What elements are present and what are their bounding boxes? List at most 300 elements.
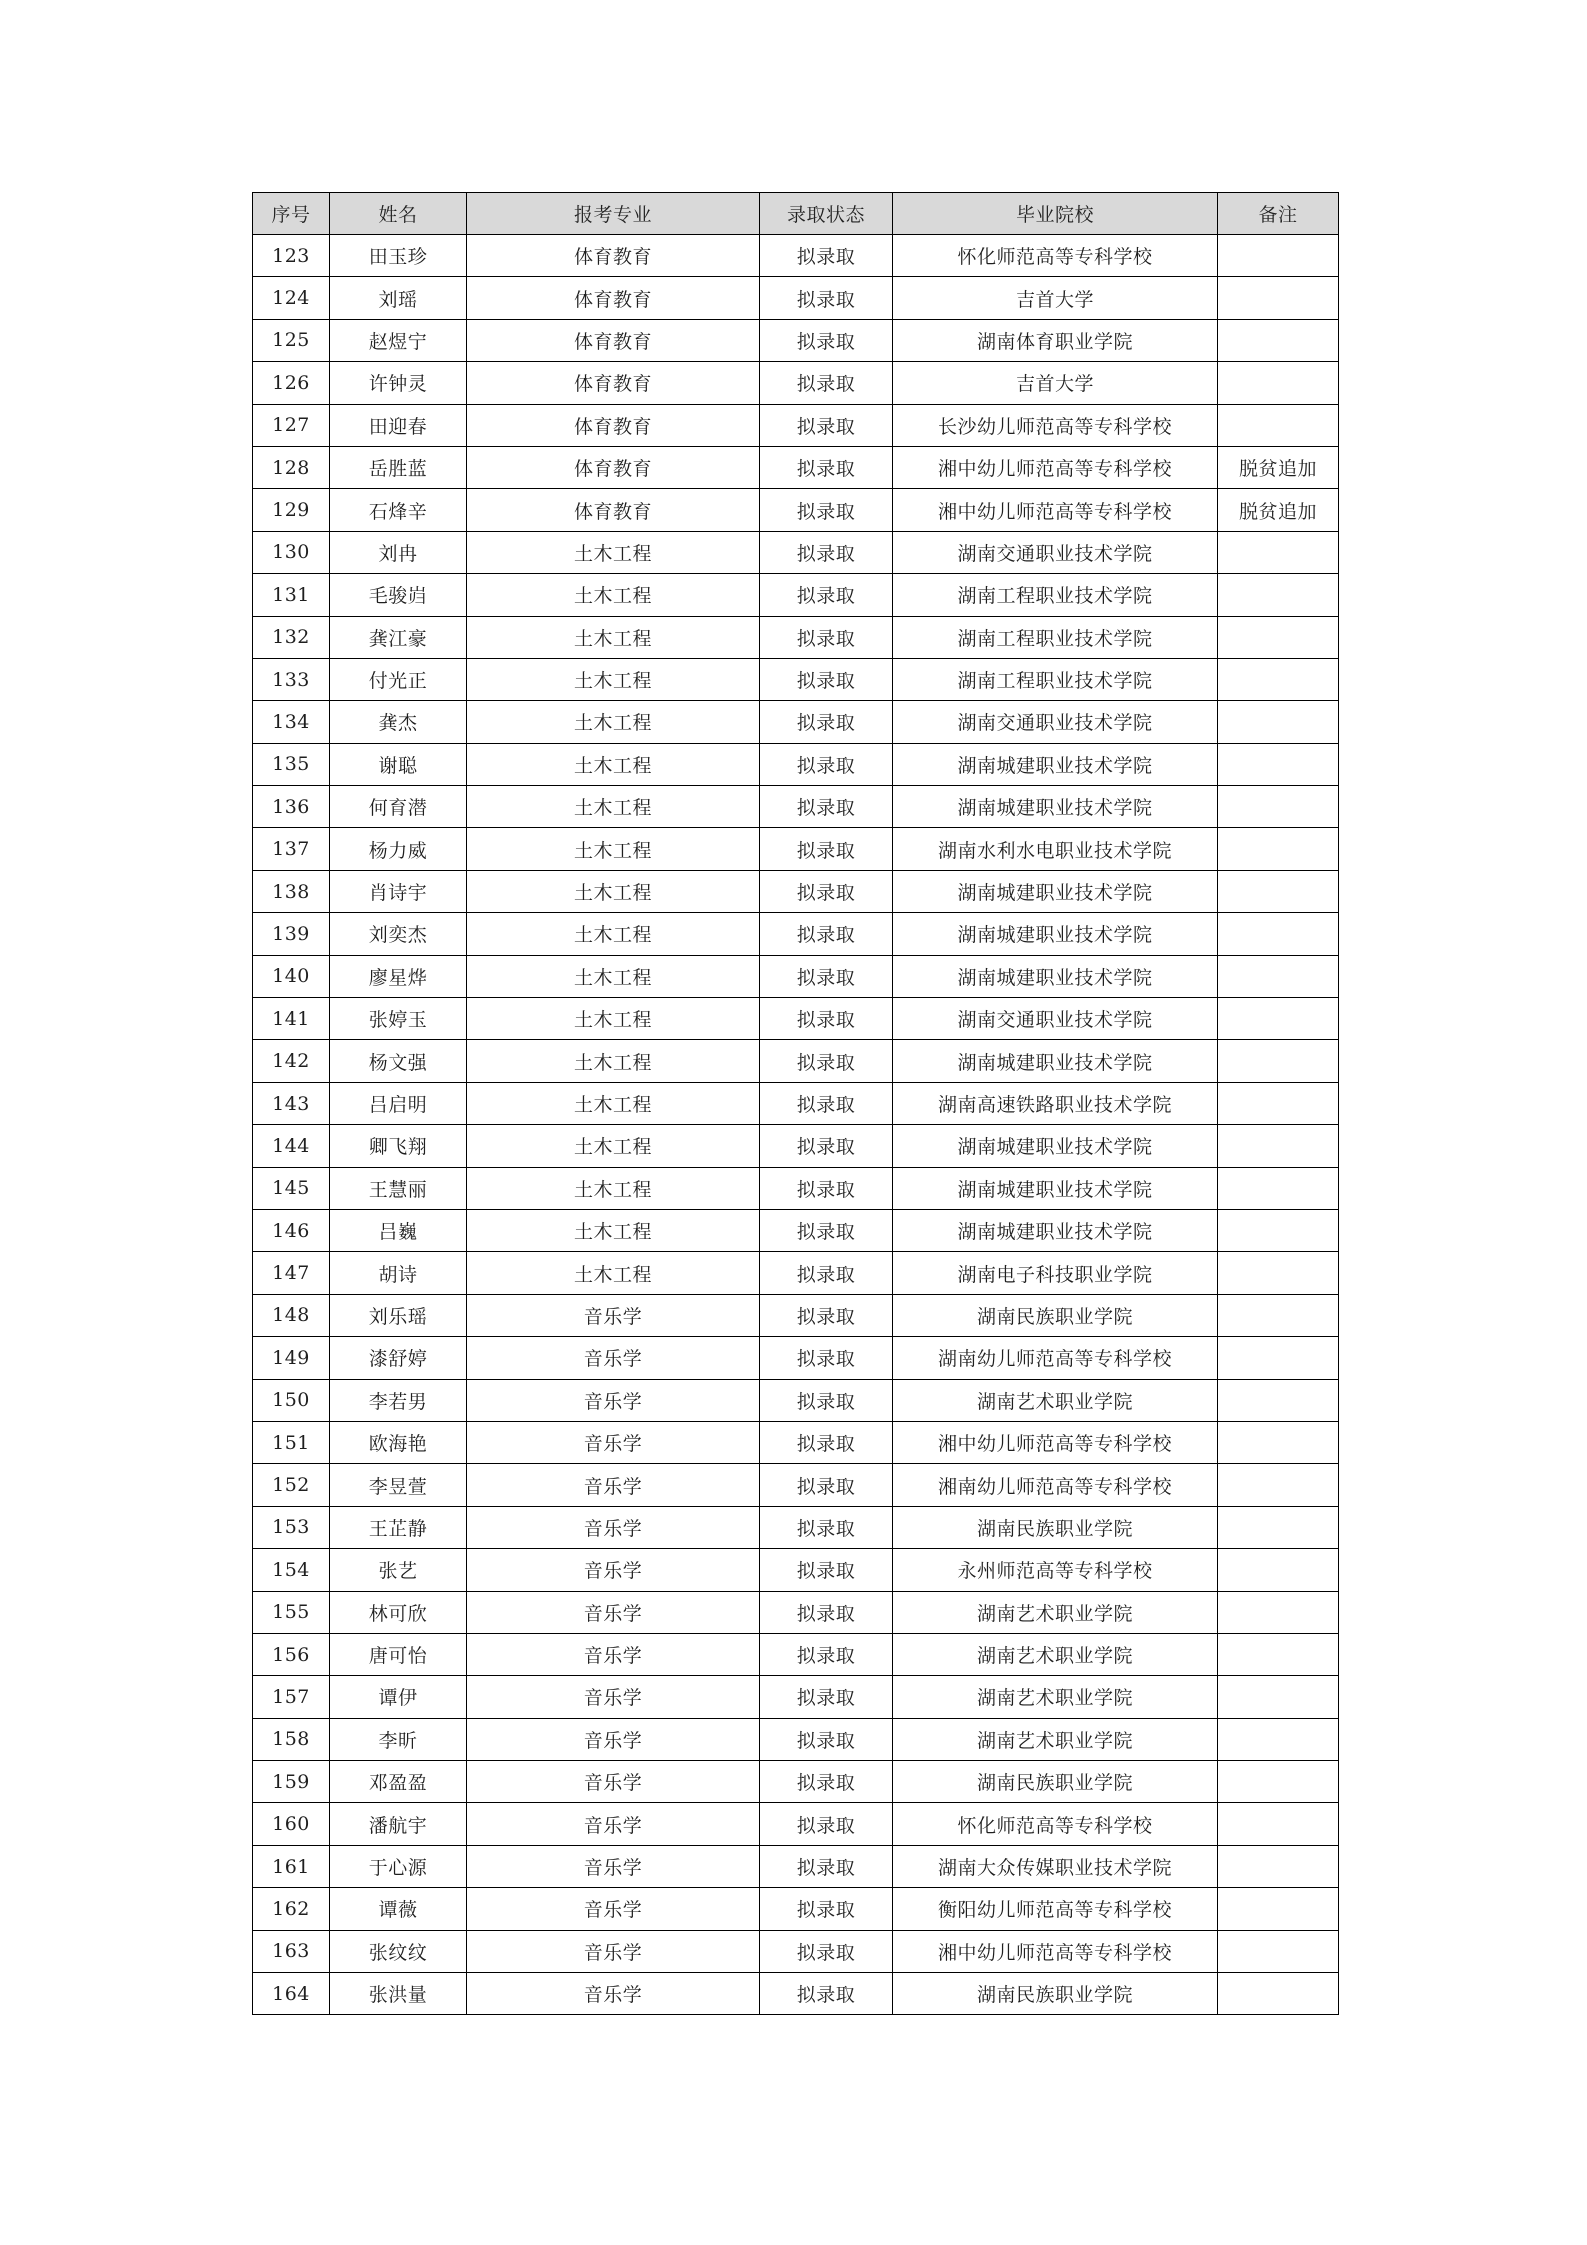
table-row — [253, 828, 1339, 870]
header-status: 录取状态 — [760, 193, 893, 235]
table-row — [253, 870, 1339, 912]
cell-school: 湘中幼儿师范高等专科学校 — [893, 1930, 1218, 1972]
cell-no: 155 — [253, 1591, 330, 1633]
table-row — [253, 1125, 1339, 1167]
cell-school: 湘中幼儿师范高等专科学校 — [893, 1421, 1218, 1463]
cell-note — [1218, 1973, 1339, 2015]
cell-note — [1218, 531, 1339, 573]
cell-no: 145 — [253, 1167, 330, 1209]
cell-name: 龚江豪 — [330, 616, 467, 658]
table-row — [253, 1421, 1339, 1463]
cell-school: 湘中幼儿师范高等专科学校 — [893, 446, 1218, 488]
cell-name: 廖星烨 — [330, 955, 467, 997]
cell-note — [1218, 277, 1339, 319]
cell-name: 龚杰 — [330, 701, 467, 743]
cell-no: 136 — [253, 786, 330, 828]
cell-status: 拟录取 — [760, 828, 893, 870]
cell-status: 拟录取 — [760, 1549, 893, 1591]
cell-note — [1218, 743, 1339, 785]
cell-major: 土木工程 — [467, 1209, 760, 1251]
cell-no: 126 — [253, 362, 330, 404]
cell-school: 湖南城建职业技术学院 — [893, 870, 1218, 912]
cell-no: 157 — [253, 1676, 330, 1718]
cell-status: 拟录取 — [760, 1506, 893, 1548]
cell-name: 王芷静 — [330, 1506, 467, 1548]
cell-note — [1218, 1761, 1339, 1803]
table-row — [253, 1209, 1339, 1251]
table-row — [253, 574, 1339, 616]
table-row — [253, 1845, 1339, 1887]
cell-school: 湖南城建职业技术学院 — [893, 955, 1218, 997]
cell-note — [1218, 1803, 1339, 1845]
cell-school: 湖南交通职业技术学院 — [893, 701, 1218, 743]
cell-name: 谭伊 — [330, 1676, 467, 1718]
cell-no: 124 — [253, 277, 330, 319]
cell-major: 体育教育 — [467, 362, 760, 404]
cell-school: 湖南艺术职业学院 — [893, 1718, 1218, 1760]
cell-school: 湖南城建职业技术学院 — [893, 1209, 1218, 1251]
table-row — [253, 1803, 1339, 1845]
cell-school: 湘中幼儿师范高等专科学校 — [893, 489, 1218, 531]
cell-note — [1218, 998, 1339, 1040]
cell-major: 音乐学 — [467, 1294, 760, 1336]
cell-status: 拟录取 — [760, 1252, 893, 1294]
table-row — [253, 1082, 1339, 1124]
cell-status: 拟录取 — [760, 1209, 893, 1251]
cell-status: 拟录取 — [760, 531, 893, 573]
cell-no: 151 — [253, 1421, 330, 1463]
cell-name: 吕巍 — [330, 1209, 467, 1251]
cell-status: 拟录取 — [760, 1294, 893, 1336]
cell-school: 湖南艺术职业学院 — [893, 1379, 1218, 1421]
admission-table — [252, 192, 1339, 2015]
cell-school: 湖南电子科技职业学院 — [893, 1252, 1218, 1294]
cell-name: 胡诗 — [330, 1252, 467, 1294]
cell-school: 湖南民族职业学院 — [893, 1761, 1218, 1803]
cell-no: 164 — [253, 1973, 330, 2015]
cell-status: 拟录取 — [760, 955, 893, 997]
cell-status: 拟录取 — [760, 1761, 893, 1803]
cell-note — [1218, 1888, 1339, 1930]
cell-major: 音乐学 — [467, 1973, 760, 2015]
cell-no: 140 — [253, 955, 330, 997]
cell-status: 拟录取 — [760, 658, 893, 700]
cell-major: 音乐学 — [467, 1761, 760, 1803]
cell-name: 李若男 — [330, 1379, 467, 1421]
cell-note — [1218, 1252, 1339, 1294]
cell-status: 拟录取 — [760, 1803, 893, 1845]
table-row — [253, 1252, 1339, 1294]
cell-name: 欧海艳 — [330, 1421, 467, 1463]
cell-no: 132 — [253, 616, 330, 658]
header-major: 报考专业 — [467, 193, 760, 235]
cell-name: 杨文强 — [330, 1040, 467, 1082]
cell-school: 长沙幼儿师范高等专科学校 — [893, 404, 1218, 446]
table-row — [253, 404, 1339, 446]
cell-major: 土木工程 — [467, 870, 760, 912]
cell-school: 湖南大众传媒职业技术学院 — [893, 1845, 1218, 1887]
table-body — [253, 235, 1339, 2015]
cell-note — [1218, 235, 1339, 277]
cell-status: 拟录取 — [760, 1633, 893, 1675]
table-header-row — [253, 193, 1339, 235]
cell-no: 163 — [253, 1930, 330, 1972]
cell-name: 李昱萱 — [330, 1464, 467, 1506]
cell-name: 刘瑶 — [330, 277, 467, 319]
cell-no: 152 — [253, 1464, 330, 1506]
cell-major: 土木工程 — [467, 828, 760, 870]
cell-major: 体育教育 — [467, 277, 760, 319]
cell-status: 拟录取 — [760, 319, 893, 361]
cell-no: 125 — [253, 319, 330, 361]
cell-no: 123 — [253, 235, 330, 277]
cell-note — [1218, 1549, 1339, 1591]
cell-major: 体育教育 — [467, 446, 760, 488]
cell-status: 拟录取 — [760, 1591, 893, 1633]
table-row — [253, 1294, 1339, 1336]
cell-major: 音乐学 — [467, 1337, 760, 1379]
cell-no: 148 — [253, 1294, 330, 1336]
cell-name: 毛骏岿 — [330, 574, 467, 616]
table-row — [253, 446, 1339, 488]
cell-no: 133 — [253, 658, 330, 700]
cell-note — [1218, 1591, 1339, 1633]
cell-no: 150 — [253, 1379, 330, 1421]
table-row — [253, 1633, 1339, 1675]
table-row — [253, 998, 1339, 1040]
cell-school: 湖南城建职业技术学院 — [893, 743, 1218, 785]
cell-school: 湖南城建职业技术学院 — [893, 1125, 1218, 1167]
cell-name: 田迎春 — [330, 404, 467, 446]
cell-note — [1218, 1930, 1339, 1972]
table-row — [253, 1761, 1339, 1803]
cell-name: 谭薇 — [330, 1888, 467, 1930]
cell-no: 154 — [253, 1549, 330, 1591]
cell-status: 拟录取 — [760, 1040, 893, 1082]
header-note: 备注 — [1218, 193, 1339, 235]
table-row — [253, 1379, 1339, 1421]
cell-major: 土木工程 — [467, 1125, 760, 1167]
cell-status: 拟录取 — [760, 277, 893, 319]
cell-major: 音乐学 — [467, 1676, 760, 1718]
cell-note — [1218, 1845, 1339, 1887]
cell-major: 音乐学 — [467, 1506, 760, 1548]
cell-name: 田玉珍 — [330, 235, 467, 277]
cell-note — [1218, 574, 1339, 616]
cell-school: 永州师范高等专科学校 — [893, 1549, 1218, 1591]
cell-major: 音乐学 — [467, 1379, 760, 1421]
table-row — [253, 319, 1339, 361]
cell-major: 音乐学 — [467, 1421, 760, 1463]
cell-status: 拟录取 — [760, 1167, 893, 1209]
cell-no: 153 — [253, 1506, 330, 1548]
cell-name: 邓盈盈 — [330, 1761, 467, 1803]
cell-status: 拟录取 — [760, 1676, 893, 1718]
cell-no: 135 — [253, 743, 330, 785]
cell-note — [1218, 1379, 1339, 1421]
cell-note — [1218, 701, 1339, 743]
cell-status: 拟录取 — [760, 574, 893, 616]
cell-major: 土木工程 — [467, 574, 760, 616]
cell-name: 张洪量 — [330, 1973, 467, 2015]
cell-note — [1218, 319, 1339, 361]
cell-major: 体育教育 — [467, 404, 760, 446]
cell-name: 卿飞翔 — [330, 1125, 467, 1167]
cell-note — [1218, 1506, 1339, 1548]
cell-status: 拟录取 — [760, 870, 893, 912]
cell-note — [1218, 1167, 1339, 1209]
cell-major: 音乐学 — [467, 1718, 760, 1760]
cell-name: 张纹纹 — [330, 1930, 467, 1972]
cell-major: 土木工程 — [467, 1167, 760, 1209]
cell-note — [1218, 1209, 1339, 1251]
cell-school: 湖南交通职业技术学院 — [893, 531, 1218, 573]
cell-school: 湖南幼儿师范高等专科学校 — [893, 1337, 1218, 1379]
cell-major: 土木工程 — [467, 1040, 760, 1082]
cell-name: 于心源 — [330, 1845, 467, 1887]
cell-status: 拟录取 — [760, 743, 893, 785]
table-row — [253, 277, 1339, 319]
cell-name: 王慧丽 — [330, 1167, 467, 1209]
cell-status: 拟录取 — [760, 1125, 893, 1167]
table-row — [253, 701, 1339, 743]
cell-major: 土木工程 — [467, 658, 760, 700]
cell-no: 149 — [253, 1337, 330, 1379]
table-row — [253, 489, 1339, 531]
header-school: 毕业院校 — [893, 193, 1218, 235]
table-row — [253, 743, 1339, 785]
cell-school: 吉首大学 — [893, 362, 1218, 404]
cell-status: 拟录取 — [760, 1421, 893, 1463]
cell-name: 林可欣 — [330, 1591, 467, 1633]
cell-no: 130 — [253, 531, 330, 573]
cell-school: 湖南民族职业学院 — [893, 1294, 1218, 1336]
cell-no: 138 — [253, 870, 330, 912]
table-row — [253, 1676, 1339, 1718]
table-row — [253, 1464, 1339, 1506]
cell-no: 142 — [253, 1040, 330, 1082]
cell-status: 拟录取 — [760, 489, 893, 531]
cell-no: 131 — [253, 574, 330, 616]
cell-major: 音乐学 — [467, 1591, 760, 1633]
cell-note — [1218, 1718, 1339, 1760]
cell-major: 土木工程 — [467, 998, 760, 1040]
cell-note — [1218, 786, 1339, 828]
cell-major: 体育教育 — [467, 319, 760, 361]
cell-major: 土木工程 — [467, 1082, 760, 1124]
cell-name: 刘奕杰 — [330, 913, 467, 955]
cell-name: 石烽辛 — [330, 489, 467, 531]
cell-name: 刘乐瑶 — [330, 1294, 467, 1336]
cell-no: 141 — [253, 998, 330, 1040]
cell-school: 吉首大学 — [893, 277, 1218, 319]
cell-name: 吕启明 — [330, 1082, 467, 1124]
cell-name: 李昕 — [330, 1718, 467, 1760]
table-row — [253, 1040, 1339, 1082]
cell-school: 湖南城建职业技术学院 — [893, 786, 1218, 828]
cell-no: 161 — [253, 1845, 330, 1887]
cell-status: 拟录取 — [760, 1973, 893, 2015]
header-no: 序号 — [253, 193, 330, 235]
table-row — [253, 913, 1339, 955]
table-row — [253, 1167, 1339, 1209]
cell-note — [1218, 362, 1339, 404]
cell-note: 脱贫追加 — [1218, 446, 1339, 488]
cell-no: 144 — [253, 1125, 330, 1167]
cell-status: 拟录取 — [760, 404, 893, 446]
cell-major: 土木工程 — [467, 531, 760, 573]
cell-status: 拟录取 — [760, 1845, 893, 1887]
cell-school: 湖南工程职业技术学院 — [893, 658, 1218, 700]
cell-school: 怀化师范高等专科学校 — [893, 1803, 1218, 1845]
cell-major: 音乐学 — [467, 1845, 760, 1887]
cell-major: 土木工程 — [467, 955, 760, 997]
cell-status: 拟录取 — [760, 1464, 893, 1506]
cell-name: 付光正 — [330, 658, 467, 700]
cell-school: 湘南幼儿师范高等专科学校 — [893, 1464, 1218, 1506]
cell-status: 拟录取 — [760, 786, 893, 828]
cell-name: 潘航宇 — [330, 1803, 467, 1845]
cell-name: 赵煜宁 — [330, 319, 467, 361]
cell-name: 漆舒婷 — [330, 1337, 467, 1379]
cell-note — [1218, 1464, 1339, 1506]
cell-no: 129 — [253, 489, 330, 531]
cell-major: 音乐学 — [467, 1549, 760, 1591]
cell-major: 音乐学 — [467, 1888, 760, 1930]
cell-major: 土木工程 — [467, 913, 760, 955]
cell-status: 拟录取 — [760, 998, 893, 1040]
cell-no: 156 — [253, 1633, 330, 1675]
cell-no: 143 — [253, 1082, 330, 1124]
cell-no: 134 — [253, 701, 330, 743]
cell-major: 音乐学 — [467, 1633, 760, 1675]
cell-school: 怀化师范高等专科学校 — [893, 235, 1218, 277]
cell-school: 湖南民族职业学院 — [893, 1506, 1218, 1548]
cell-school: 湖南交通职业技术学院 — [893, 998, 1218, 1040]
table-row — [253, 362, 1339, 404]
cell-status: 拟录取 — [760, 1082, 893, 1124]
table-row — [253, 786, 1339, 828]
cell-note — [1218, 1337, 1339, 1379]
cell-name: 许钟灵 — [330, 362, 467, 404]
cell-school: 湖南体育职业学院 — [893, 319, 1218, 361]
cell-no: 147 — [253, 1252, 330, 1294]
cell-major: 音乐学 — [467, 1930, 760, 1972]
cell-name: 张婷玉 — [330, 998, 467, 1040]
cell-school: 湖南水利水电职业技术学院 — [893, 828, 1218, 870]
cell-name: 谢聪 — [330, 743, 467, 785]
cell-no: 128 — [253, 446, 330, 488]
cell-status: 拟录取 — [760, 1930, 893, 1972]
cell-no: 139 — [253, 913, 330, 955]
cell-major: 土木工程 — [467, 701, 760, 743]
table-row — [253, 1549, 1339, 1591]
cell-no: 146 — [253, 1209, 330, 1251]
cell-name: 何育潜 — [330, 786, 467, 828]
cell-note — [1218, 1421, 1339, 1463]
cell-school: 湖南城建职业技术学院 — [893, 1040, 1218, 1082]
cell-major: 音乐学 — [467, 1803, 760, 1845]
cell-major: 土木工程 — [467, 743, 760, 785]
table-row — [253, 658, 1339, 700]
cell-note: 脱贫追加 — [1218, 489, 1339, 531]
cell-school: 湖南艺术职业学院 — [893, 1676, 1218, 1718]
cell-name: 张艺 — [330, 1549, 467, 1591]
header-name: 姓名 — [330, 193, 467, 235]
cell-name: 唐可怡 — [330, 1633, 467, 1675]
cell-no: 162 — [253, 1888, 330, 1930]
cell-no: 159 — [253, 1761, 330, 1803]
cell-major: 土木工程 — [467, 1252, 760, 1294]
cell-school: 衡阳幼儿师范高等专科学校 — [893, 1888, 1218, 1930]
table-row — [253, 616, 1339, 658]
cell-school: 湖南高速铁路职业技术学院 — [893, 1082, 1218, 1124]
cell-note — [1218, 1676, 1339, 1718]
cell-no: 137 — [253, 828, 330, 870]
cell-no: 158 — [253, 1718, 330, 1760]
cell-note — [1218, 404, 1339, 446]
cell-status: 拟录取 — [760, 913, 893, 955]
cell-major: 体育教育 — [467, 489, 760, 531]
cell-note — [1218, 955, 1339, 997]
cell-major: 体育教育 — [467, 235, 760, 277]
cell-status: 拟录取 — [760, 362, 893, 404]
cell-note — [1218, 1040, 1339, 1082]
table-row — [253, 1337, 1339, 1379]
cell-note — [1218, 913, 1339, 955]
cell-school: 湖南工程职业技术学院 — [893, 616, 1218, 658]
cell-school: 湖南城建职业技术学院 — [893, 1167, 1218, 1209]
cell-school: 湖南艺术职业学院 — [893, 1633, 1218, 1675]
cell-note — [1218, 616, 1339, 658]
cell-status: 拟录取 — [760, 235, 893, 277]
cell-no: 127 — [253, 404, 330, 446]
cell-status: 拟录取 — [760, 701, 893, 743]
cell-status: 拟录取 — [760, 1888, 893, 1930]
table-row — [253, 235, 1339, 277]
cell-note — [1218, 1633, 1339, 1675]
cell-no: 160 — [253, 1803, 330, 1845]
cell-status: 拟录取 — [760, 1718, 893, 1760]
cell-note — [1218, 828, 1339, 870]
cell-note — [1218, 870, 1339, 912]
cell-note — [1218, 1294, 1339, 1336]
table-row — [253, 1930, 1339, 1972]
cell-school: 湖南城建职业技术学院 — [893, 913, 1218, 955]
cell-note — [1218, 1082, 1339, 1124]
table-row — [253, 955, 1339, 997]
cell-school: 湖南民族职业学院 — [893, 1973, 1218, 2015]
cell-status: 拟录取 — [760, 1379, 893, 1421]
cell-name: 岳胜蓝 — [330, 446, 467, 488]
cell-name: 肖诗宇 — [330, 870, 467, 912]
cell-note — [1218, 658, 1339, 700]
cell-note — [1218, 1125, 1339, 1167]
table-row — [253, 1591, 1339, 1633]
cell-major: 音乐学 — [467, 1464, 760, 1506]
cell-status: 拟录取 — [760, 616, 893, 658]
table-row — [253, 1718, 1339, 1760]
cell-major: 土木工程 — [467, 786, 760, 828]
cell-major: 土木工程 — [467, 616, 760, 658]
cell-name: 杨力威 — [330, 828, 467, 870]
table-row — [253, 1973, 1339, 2015]
cell-name: 刘冉 — [330, 531, 467, 573]
table-row — [253, 531, 1339, 573]
cell-school: 湖南艺术职业学院 — [893, 1591, 1218, 1633]
cell-status: 拟录取 — [760, 1337, 893, 1379]
table-row — [253, 1888, 1339, 1930]
